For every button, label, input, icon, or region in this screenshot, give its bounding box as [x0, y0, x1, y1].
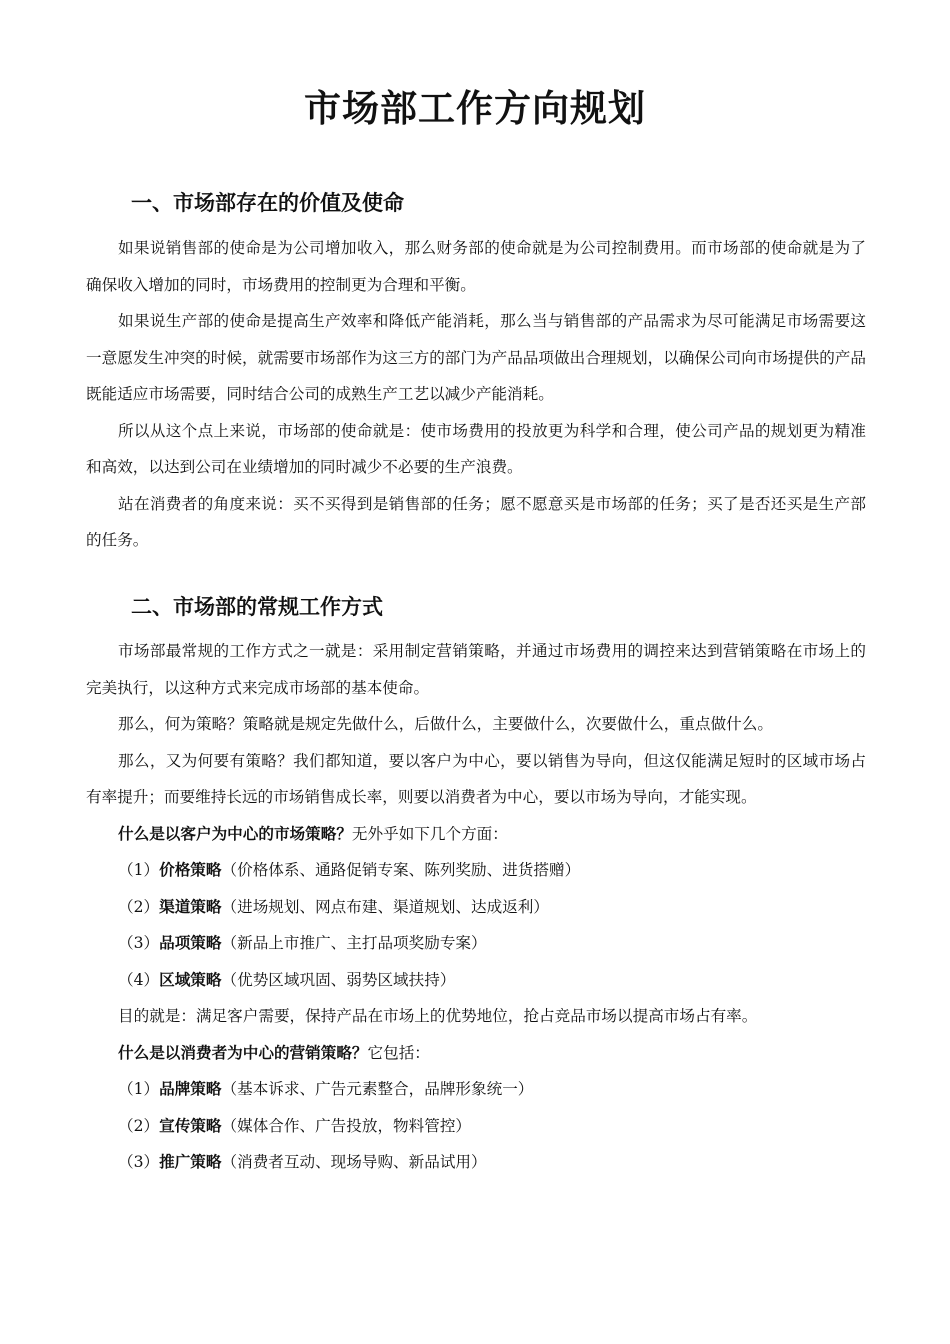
paragraph: 那么，又为何要有策略？我们都知道，要以客户为中心，要以销售为导向，但这仅能满足短时的区域市场占有率提升；而要维持长远的市场销售成长率，则要以消费者为中心，要以市场为导向，才能实现。 — [86, 751, 866, 806]
item-detail: （进场规划、网点布建、渠道规划、达成返利） — [221, 897, 549, 916]
paragraph: 如果说销售部的使命是为公司增加收入，那么财务部的使命就是为公司控制费用。而市场部的使命就是为了确保收入增加的同时，市场费用的控制更为合理和平衡。 — [86, 239, 866, 294]
item-detail: （媒体合作、广告投放，物料管控） — [221, 1116, 472, 1135]
item-name: 渠道策略 — [159, 896, 222, 916]
item-name: 区域策略 — [159, 969, 222, 989]
question-rest: 无外乎如下几个方面： — [351, 824, 508, 843]
item-detail: （消费者互动、现场导购、新品试用） — [221, 1153, 487, 1171]
item-number: （1） — [118, 861, 160, 879]
question-bold: 什么是以客户为中心的市场策略？ — [118, 823, 352, 843]
item-detail: （新品上市推广、主打品项奖励专案） — [221, 934, 487, 952]
item-name: 品项策略 — [159, 933, 222, 952]
list-item — [86, 1108, 866, 1145]
customer-question — [86, 816, 866, 853]
consumer-question — [86, 1035, 866, 1072]
item-number: （3） — [118, 934, 160, 952]
item-detail: （优势区域巩固、弱势区域扶持） — [221, 970, 456, 989]
item-name: 价格策略 — [159, 860, 222, 879]
item-name: 品牌策略 — [159, 1079, 222, 1098]
item-detail: （价格体系、通路促销专案、陈列奖励、进货搭赠） — [221, 861, 581, 879]
item-number: （2） — [118, 897, 160, 916]
section1-heading: 一、市场部存在的价值及使命 — [131, 190, 404, 215]
goal-paragraph: 目的就是：满足客户需要，保持产品在市场上的优势地位，抢占竞品市场以提高市场占有率。 — [118, 1007, 758, 1025]
paragraph: 那么，何为策略？策略就是规定先做什么，后做什么，主要做什么，次要做什么，重点做什么。 — [118, 715, 773, 733]
section1-body — [86, 230, 866, 559]
section2-heading: 二、市场部的常规工作方式 — [131, 594, 383, 619]
paragraph: 所以从这个点上来说，市场部的使命就是：使市场费用的投放更为科学和合理，使公司产品的规划更为精准和高效，以达到公司在业绩增加的同时减少不必要的生产浪费。 — [86, 421, 866, 476]
question-rest: 它包括： — [367, 1043, 430, 1062]
list-item — [86, 889, 866, 926]
item-number: （4） — [118, 970, 160, 989]
item-name: 推广策略 — [159, 1152, 222, 1171]
paragraph: 市场部最常规的工作方式之一就是：采用制定营销策略，并通过市场费用的调控来达到营销策略在市场上的完美执行，以这种方式来完成市场部的基本使命。 — [86, 642, 866, 697]
list-item — [86, 852, 866, 889]
list-item — [86, 1144, 866, 1181]
list-item — [86, 1071, 866, 1108]
item-number: （2） — [118, 1116, 160, 1135]
list-item — [86, 925, 866, 962]
item-number: （1） — [118, 1080, 160, 1098]
item-detail: （基本诉求、广告元素整合，品牌形象统一） — [221, 1080, 534, 1098]
item-number: （3） — [118, 1153, 160, 1171]
paragraph: 如果说生产部的使命是提高生产效率和降低产能消耗，那么当与销售部的产品需求为尽可能满足市场需要这一意愿发生冲突的时候，就需要市场部作为这三方的部门为产品品项做出合理规划，以确保公司向市场提供的产品既能适应市场需要，同时结合公司的成熟生产工艺以减少产能消耗。 — [86, 312, 866, 403]
document-title: 市场部工作方向规划 — [304, 86, 646, 130]
question-bold: 什么是以消费者为中心的营销策略？ — [118, 1042, 368, 1062]
item-name: 宣传策略 — [159, 1115, 222, 1135]
list-item — [86, 962, 866, 999]
section2-body — [86, 633, 866, 1181]
paragraph: 站在消费者的角度来说：买不买得到是销售部的任务；愿不愿意买是市场部的任务；买了是否还买是生产部的任务。 — [86, 494, 866, 549]
